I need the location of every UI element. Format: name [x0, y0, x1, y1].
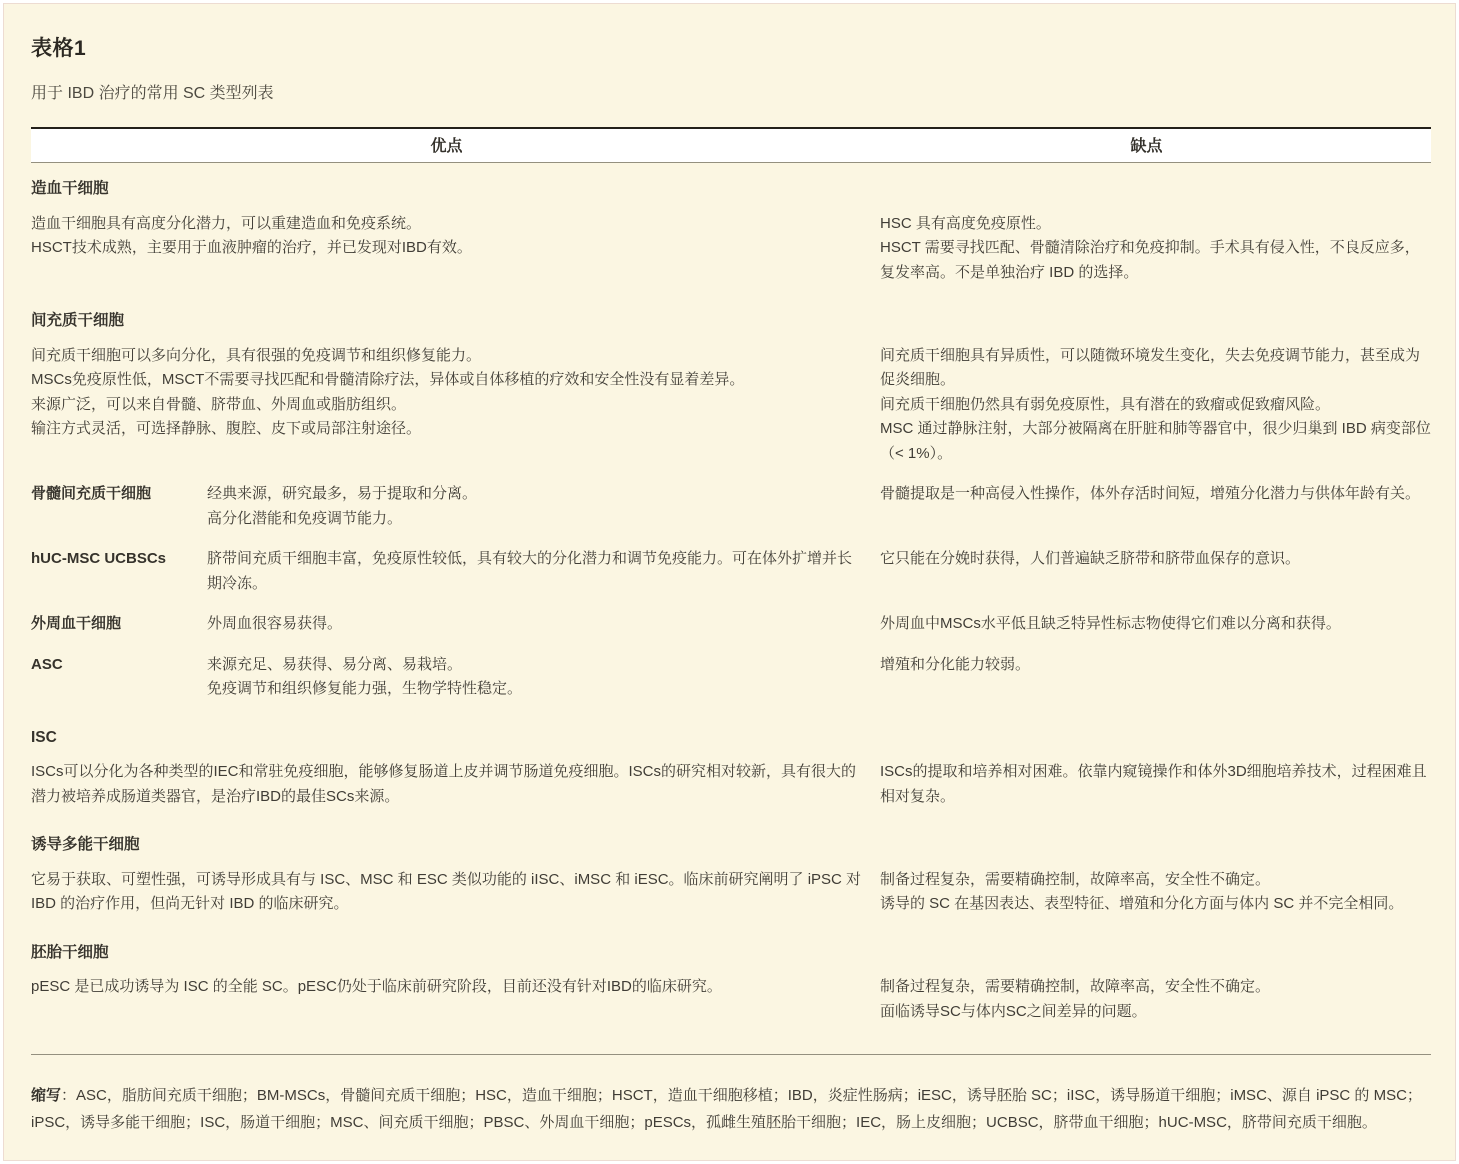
advantage-line: 外周血很容易获得。 [207, 615, 343, 632]
disadvantage-line: 面临诱导SC与体内SC之间差异的问题。 [880, 1002, 1147, 1020]
section-title: 间充质干细胞 [31, 312, 125, 329]
disadvantage-line: ISCs的提取和培养相对困难。依靠内窥镜操作和体外3D细胞培养技术，过程困难且相对复杂。 [880, 763, 1427, 805]
advantage-line: 高分化潜能和免疫调节能力。 [207, 509, 403, 527]
table-body [31, 171, 1431, 1024]
section-header-ipsc [31, 833, 1431, 858]
disadvantages-cell [880, 212, 1431, 286]
advantage-line: 免疫调节和组织修复能力强，生物学特性稳定。 [207, 680, 523, 697]
table-row [31, 212, 1431, 286]
table-caption: 用于 IBD 治疗的常用 SC 类型列表 [31, 85, 274, 102]
disadvantages-cell [880, 975, 1431, 1024]
table-row [31, 482, 1431, 531]
disadvantage-line: HSC 具有高度免疫原性。 [880, 214, 1051, 232]
advantages-cell [207, 482, 862, 531]
row-label-asc: ASC [31, 655, 63, 673]
abbreviations-text: ASC，脂肪间充质干细胞；BM-MSCs，骨髓间充质干细胞；HSC，造血干细胞；HSCT，造血干细胞移植；IBD，炎症性肠病；iESC，诱导胚胎 SC；iISC，诱导肠道干细胞；iMSC、源自 iPSC 的 MSC；iPSC，诱导多能干细胞；ISC，肠道干细胞；MSC、间充质干细胞；PBSC、外周血干细胞；pESCs，孤雌生殖胚胎干细胞；IEC，肠上皮细胞；UCBSC，脐带血干细胞；hUC-MSC，脐带间充质干细胞。 [31, 1087, 1422, 1131]
row-label-bm-msc: 骨髓间充质干细胞 [31, 485, 152, 502]
section-title: 诱导多能干细胞 [31, 836, 140, 853]
section-header-msc [31, 309, 1431, 334]
disadvantages-cell [880, 612, 1431, 637]
advantage-line: ISCs可以分化为各种类型的IEC和常驻免疫细胞，能够修复肠道上皮并调节肠道免疫细胞。ISCs的研究相对较新，具有很大的潜力被培养成肠道类器官，是治疗IBD的最佳SCs来源。 [31, 763, 857, 805]
document-page [3, 3, 1456, 1161]
disadvantage-line: 制备过程复杂，需要精确控制，故障率高，安全性不确定。 [880, 978, 1271, 995]
advantage-line: pESC 是已成功诱导为 ISC 的全能 SC。pESC仍处于临床前研究阶段，目前还没有针对IBD的临床研究。 [31, 978, 722, 995]
disadvantage-line: 增殖和分化能力较弱。 [880, 655, 1031, 673]
section-title: ISC [31, 728, 57, 746]
section-title: 胚胎干细胞 [31, 943, 109, 961]
disadvantage-line: 制备过程复杂，需要精确控制，故障率高，安全性不确定。 [880, 870, 1271, 888]
table-row [31, 868, 1431, 917]
row-label-huc-msc: hUC-MSC UCBSCs [31, 550, 166, 567]
advantage-line: 它易于获取、可塑性强，可诱导形成具有与 ISC、MSC 和 ESC 类似功能的 iISC、iMSC 和 iESC。临床前研究阐明了 iPSC 对 IBD 的治疗作用，但尚无针对 IBD 的临床研究。 [31, 870, 862, 912]
table-row [31, 547, 1431, 596]
row-label-pbsc: 外周血干细胞 [31, 615, 122, 632]
advantages-cell [207, 653, 862, 702]
advantage-line: 脐带间充质干细胞丰富，免疫原性较低，具有较大的分化潜力和调节免疫能力。可在体外扩增并长期冷冻。 [207, 550, 853, 592]
advantages-cell [31, 975, 862, 1024]
column-header-disadvantages: 缺点 [1130, 138, 1163, 155]
page-title: 表格1 [31, 37, 87, 60]
disadvantages-cell [880, 868, 1431, 917]
abbreviations-separator: ： [61, 1087, 77, 1104]
disadvantage-line: 间充质干细胞仍然具有弱免疫原性，具有潜在的致瘤或促致瘤风险。 [880, 395, 1331, 413]
table-row [31, 344, 1431, 467]
stem-cell-table [31, 127, 1431, 1055]
section-header-isc [31, 726, 1431, 751]
advantage-line: 输注方式灵活，可选择静脉、腹腔、皮下或局部注射途径。 [31, 420, 422, 437]
table-row [31, 612, 1431, 637]
advantage-line: 经典来源，研究最多，易于提取和分离。 [207, 485, 478, 502]
advantage-line: 造血干细胞具有高度分化潜力，可以重建造血和免疫系统。 [31, 214, 422, 232]
disadvantages-cell [880, 760, 1431, 809]
advantage-line: MSCs免疫原性低，MSCT不需要寻找匹配和骨髓清除疗法，异体或自体移植的疗效和安全性没有显着差异。 [31, 371, 745, 388]
advantage-line: 来源广泛，可以来自骨髓、脐带血、外周血或脂肪组织。 [31, 395, 407, 413]
advantages-cell [207, 612, 862, 637]
table-row [31, 975, 1431, 1024]
advantages-cell [207, 547, 862, 596]
disadvantages-cell [880, 547, 1431, 596]
advantages-cell [31, 212, 862, 286]
section-header-pesc [31, 941, 1431, 966]
disadvantages-cell [880, 344, 1431, 467]
disadvantage-line: 诱导的 SC 在基因表达、表型特征、增殖和分化方面与体内 SC 并不完全相同。 [880, 895, 1404, 912]
advantages-cell [31, 760, 862, 809]
disadvantage-line: 外周血中MSCs水平低且缺乏特异性标志物使得它们难以分离和获得。 [880, 615, 1341, 632]
disadvantage-line: 间充质干细胞具有异质性，可以随微环境发生变化，失去免疫调节能力，甚至成为促炎细胞。 [880, 346, 1421, 388]
table-row [31, 653, 1431, 702]
disadvantage-line: MSC 通过静脉注射，大部分被隔离在肝脏和肺等器官中，很少归巢到 IBD 病变部位（< 1%）。 [880, 420, 1431, 462]
column-header-advantages: 优点 [430, 138, 463, 155]
section-header-hsc [31, 177, 1431, 202]
section-title: 造血干细胞 [31, 180, 109, 197]
disadvantages-cell [880, 653, 1431, 702]
disadvantage-line: HSCT 需要寻找匹配、骨髓清除治疗和免疫抑制。手术具有侵入性，不良反应多，复发率高。不是单独治疗 IBD 的选择。 [880, 239, 1420, 281]
disadvantage-line: 骨髓提取是一种高侵入性操作，体外存活时间短，增殖分化潜力与供体年龄有关。 [880, 485, 1421, 502]
advantage-line: 间充质干细胞可以多向分化，具有很强的免疫调节和组织修复能力。 [31, 346, 482, 364]
abbreviations-note [31, 1083, 1431, 1136]
abbreviations-label: 缩写 [31, 1087, 62, 1104]
advantage-line: HSCT技术成熟，主要用于血液肿瘤的治疗，并已发现对IBD有效。 [31, 239, 472, 256]
table-row [31, 760, 1431, 809]
disadvantage-line: 它只能在分娩时获得，人们普遍缺乏脐带和脐带血保存的意识。 [880, 550, 1301, 567]
advantages-cell [31, 344, 862, 467]
table-header-row [31, 127, 1431, 163]
advantage-line: 来源充足、易获得、易分离、易栽培。 [207, 655, 463, 673]
advantages-cell [31, 868, 862, 917]
disadvantages-cell [880, 482, 1431, 531]
